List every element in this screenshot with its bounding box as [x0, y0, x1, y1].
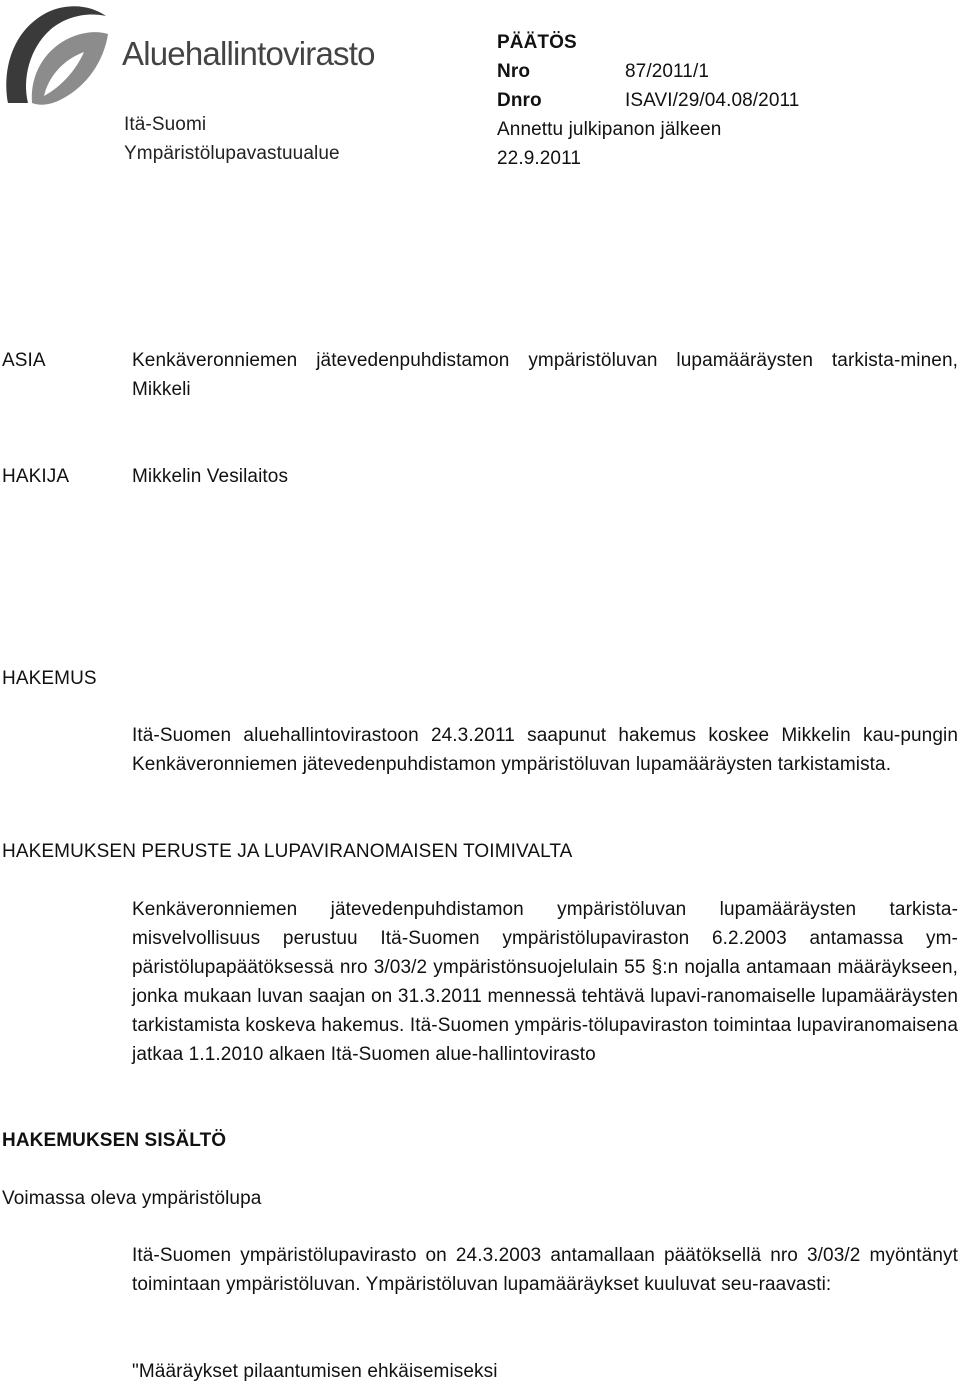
issued-date: 22.9.2011 [497, 148, 582, 169]
sisalto-text: Itä-Suomen ympäristölupavirasto on 24.3.2003 antamallaan päätöksellä nro 3/03/2 myöntänyt toimintaan ympäristöluvan. Ympäristöluvan lupamääräykset kuuluvat seu-raavasti: [132, 1245, 958, 1295]
dnro-row [497, 86, 799, 115]
hakemus-text: Itä-Suomen aluehallintovirastoon 24.3.2011 saapunut hakemus koskee Mikkelin kau-pungin Kenkäveronniemen jätevedenpuhdistamon ympäristöluvan lupamääräysten tarkistamista. [132, 725, 958, 775]
document-type: PÄÄTÖS [497, 32, 577, 53]
sisalto-heading: HAKEMUKSEN SISÄLTÖ [2, 1130, 227, 1151]
peruste-text: Kenkäveronniemen jätevedenpuhdistamon ympäristöluvan lupamääräysten tarkista-misvelvollisuus perustuu Itä-Suomen ympäristölupaviraston 6.2.2003 antamassa ym-päristölupapäätöksessä nro 3/03/2 ympäristönsuojelulain 55 §:n nojalla antamaan määräykseen, jonka mukaan luvan saajan on 31.3.2011 mennessä tehtävä lupavi-ranomaiselle lupamääräysten tarkistamista koskeva hakemus. Itä-Suomen ympäris-tölupaviraston toimintaa lupaviranomaisena jatkaa 1.1.2010 alkaen Itä-Suomen alue-hallintovirasto [132, 899, 958, 1065]
hakija-label: HAKIJA [2, 466, 70, 487]
agency-unit: Ympäristölupavastuualue [124, 143, 340, 164]
agency-region: Itä-Suomi [124, 114, 207, 135]
agency-name: Aluehallintovirasto [122, 35, 375, 72]
agency-org [124, 110, 340, 168]
agency-logo-icon [0, 0, 112, 112]
peruste-heading: HAKEMUKSEN PERUSTE JA LUPAVIRANOMAISEN TOIMIVALTA [2, 841, 573, 862]
hakija-text: Mikkelin Vesilaitos [132, 466, 289, 487]
nro-value: 87/2011/1 [625, 61, 710, 82]
asia-text: Kenkäveronniemen jätevedenpuhdistamon ympäristöluvan lupamääräysten tarkista-minen, Mikkeli [132, 350, 958, 400]
dnro-label: Dnro [497, 90, 542, 111]
nro-label: Nro [497, 61, 531, 82]
sisalto-subheading: Voimassa oleva ympäristölupa [2, 1188, 262, 1209]
issued-label: Annettu julkipanon jälkeen [497, 119, 722, 140]
decision-header [497, 28, 799, 173]
sisalto-quote: "Määräykset pilaantumisen ehkäisemiseksi [132, 1361, 498, 1382]
nro-row [497, 57, 799, 86]
asia-label: ASIA [2, 350, 46, 371]
dnro-value: ISAVI/29/04.08/2011 [625, 90, 800, 111]
hakemus-label: HAKEMUS [2, 668, 97, 689]
